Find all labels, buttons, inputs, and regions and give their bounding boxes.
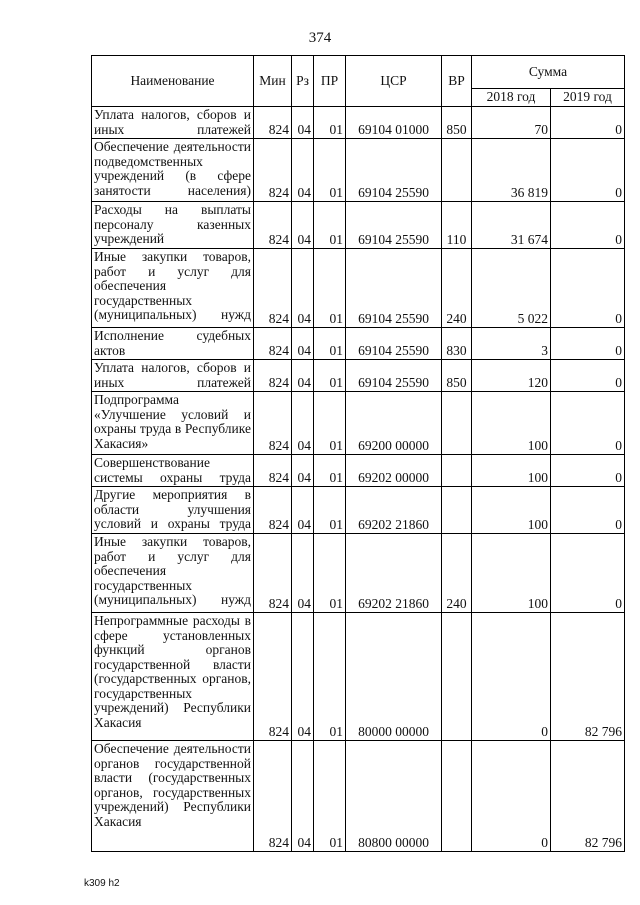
row-2019: 0 [551, 107, 625, 139]
header-pr: ПР [314, 56, 346, 107]
row-rz: 04 [292, 455, 314, 487]
row-2018: 3 [472, 328, 551, 360]
row-vr: 110 [442, 202, 472, 249]
row-2019: 0 [551, 249, 625, 328]
row-vr [442, 139, 472, 202]
row-2019: 0 [551, 487, 625, 534]
table-row [92, 534, 625, 613]
row-min: 824 [254, 249, 292, 328]
row-csr: 69104 25590 [346, 139, 442, 202]
row-vr [442, 613, 472, 741]
row-pr: 01 [314, 534, 346, 613]
row-name: Иные закупки товаров, работ и услуг для обеспечения государственных (муниципальных) нужд [92, 249, 254, 328]
row-rz: 04 [292, 613, 314, 741]
row-pr: 01 [314, 107, 346, 139]
row-min: 824 [254, 534, 292, 613]
row-pr: 01 [314, 741, 346, 852]
row-rz: 04 [292, 360, 314, 392]
row-min: 824 [254, 487, 292, 534]
row-csr: 80000 00000 [346, 613, 442, 741]
row-min: 824 [254, 328, 292, 360]
row-rz: 04 [292, 107, 314, 139]
row-csr: 69104 25590 [346, 249, 442, 328]
row-pr: 01 [314, 613, 346, 741]
row-min: 824 [254, 360, 292, 392]
table-row [92, 487, 625, 534]
row-csr: 69202 21860 [346, 534, 442, 613]
row-pr: 01 [314, 360, 346, 392]
row-2018: 100 [472, 455, 551, 487]
row-2019: 82 796 [551, 613, 625, 741]
row-name: Исполнение судебных актов [92, 328, 254, 360]
row-2018: 5 022 [472, 249, 551, 328]
row-pr: 01 [314, 392, 346, 455]
row-csr: 80800 00000 [346, 741, 442, 852]
row-vr [442, 392, 472, 455]
row-vr: 240 [442, 534, 472, 613]
table-body [92, 107, 625, 852]
row-name: Непрограммные расходы в сфере установленных функций органов государственной власти (государственных органов, государственных учреждений) Республики Хакасия [92, 613, 254, 741]
row-2018: 0 [472, 613, 551, 741]
row-csr: 69104 25590 [346, 202, 442, 249]
table-row [92, 360, 625, 392]
header-csr: ЦСР [346, 56, 442, 107]
table-row [92, 249, 625, 328]
row-name: Совершенствование системы охраны труда [92, 455, 254, 487]
row-csr: 69202 00000 [346, 455, 442, 487]
row-rz: 04 [292, 328, 314, 360]
row-2019: 82 796 [551, 741, 625, 852]
row-2019: 0 [551, 202, 625, 249]
row-min: 824 [254, 139, 292, 202]
row-2019: 0 [551, 392, 625, 455]
header-name: Наименование [92, 56, 254, 107]
header-2018: 2018 год [472, 88, 551, 106]
table-row [92, 202, 625, 249]
row-2019: 0 [551, 139, 625, 202]
row-min: 824 [254, 455, 292, 487]
row-vr [442, 487, 472, 534]
row-2018: 36 819 [472, 139, 551, 202]
row-rz: 04 [292, 139, 314, 202]
row-min: 824 [254, 392, 292, 455]
row-min: 824 [254, 741, 292, 852]
row-pr: 01 [314, 139, 346, 202]
row-rz: 04 [292, 249, 314, 328]
budget-table [91, 55, 625, 852]
row-vr: 850 [442, 107, 472, 139]
row-2018: 0 [472, 741, 551, 852]
row-min: 824 [254, 202, 292, 249]
row-2018: 100 [472, 534, 551, 613]
table-row [92, 741, 625, 852]
row-2019: 0 [551, 360, 625, 392]
row-vr: 830 [442, 328, 472, 360]
page-number: 374 [308, 30, 332, 46]
row-csr: 69104 25590 [346, 360, 442, 392]
row-rz: 04 [292, 202, 314, 249]
header-rz: Рз [292, 56, 314, 107]
row-pr: 01 [314, 455, 346, 487]
table-header [92, 56, 625, 107]
header-sum: Сумма [472, 56, 625, 89]
row-name: Расходы на выплаты персоналу казенных учреждений [92, 202, 254, 249]
row-pr: 01 [314, 328, 346, 360]
row-pr: 01 [314, 249, 346, 328]
footer-code: k309 h2 [84, 878, 120, 889]
row-2019: 0 [551, 328, 625, 360]
row-2018: 31 674 [472, 202, 551, 249]
row-min: 824 [254, 107, 292, 139]
row-csr: 69104 01000 [346, 107, 442, 139]
row-vr: 850 [442, 360, 472, 392]
header-vr: ВР [442, 56, 472, 107]
header-2019: 2019 год [551, 88, 625, 106]
row-2018: 100 [472, 392, 551, 455]
row-vr [442, 741, 472, 852]
row-2018: 100 [472, 487, 551, 534]
row-name: Другие мероприятия в области улучшения условий и охраны труда [92, 487, 254, 534]
row-csr: 69104 25590 [346, 328, 442, 360]
table-row [92, 139, 625, 202]
row-2019: 0 [551, 455, 625, 487]
row-vr: 240 [442, 249, 472, 328]
row-rz: 04 [292, 741, 314, 852]
table-row [92, 328, 625, 360]
row-name: Подпрограмма «Улучшение условий и охраны труда в Республике Хакасия» [92, 392, 254, 455]
row-csr: 69200 00000 [346, 392, 442, 455]
row-pr: 01 [314, 487, 346, 534]
row-name: Обеспечение деятельности подведомственных учреждений (в сфере занятости населения) [92, 139, 254, 202]
row-pr: 01 [314, 202, 346, 249]
row-vr [442, 455, 472, 487]
row-rz: 04 [292, 487, 314, 534]
row-2019: 0 [551, 534, 625, 613]
table-row [92, 455, 625, 487]
row-name: Обеспечение деятельности органов государственной власти (государственных органов, государственных учреждений) Республики Хакасия [92, 741, 254, 852]
table-row [92, 107, 625, 139]
row-csr: 69202 21860 [346, 487, 442, 534]
header-min: Мин [254, 56, 292, 107]
table-row [92, 392, 625, 455]
row-2018: 120 [472, 360, 551, 392]
table-row [92, 613, 625, 741]
row-rz: 04 [292, 534, 314, 613]
row-rz: 04 [292, 392, 314, 455]
row-name: Уплата налогов, сборов и иных платежей [92, 360, 254, 392]
row-name: Уплата налогов, сборов и иных платежей [92, 107, 254, 139]
row-name: Иные закупки товаров, работ и услуг для обеспечения государственных (муниципальных) нужд [92, 534, 254, 613]
row-min: 824 [254, 613, 292, 741]
row-2018: 70 [472, 107, 551, 139]
